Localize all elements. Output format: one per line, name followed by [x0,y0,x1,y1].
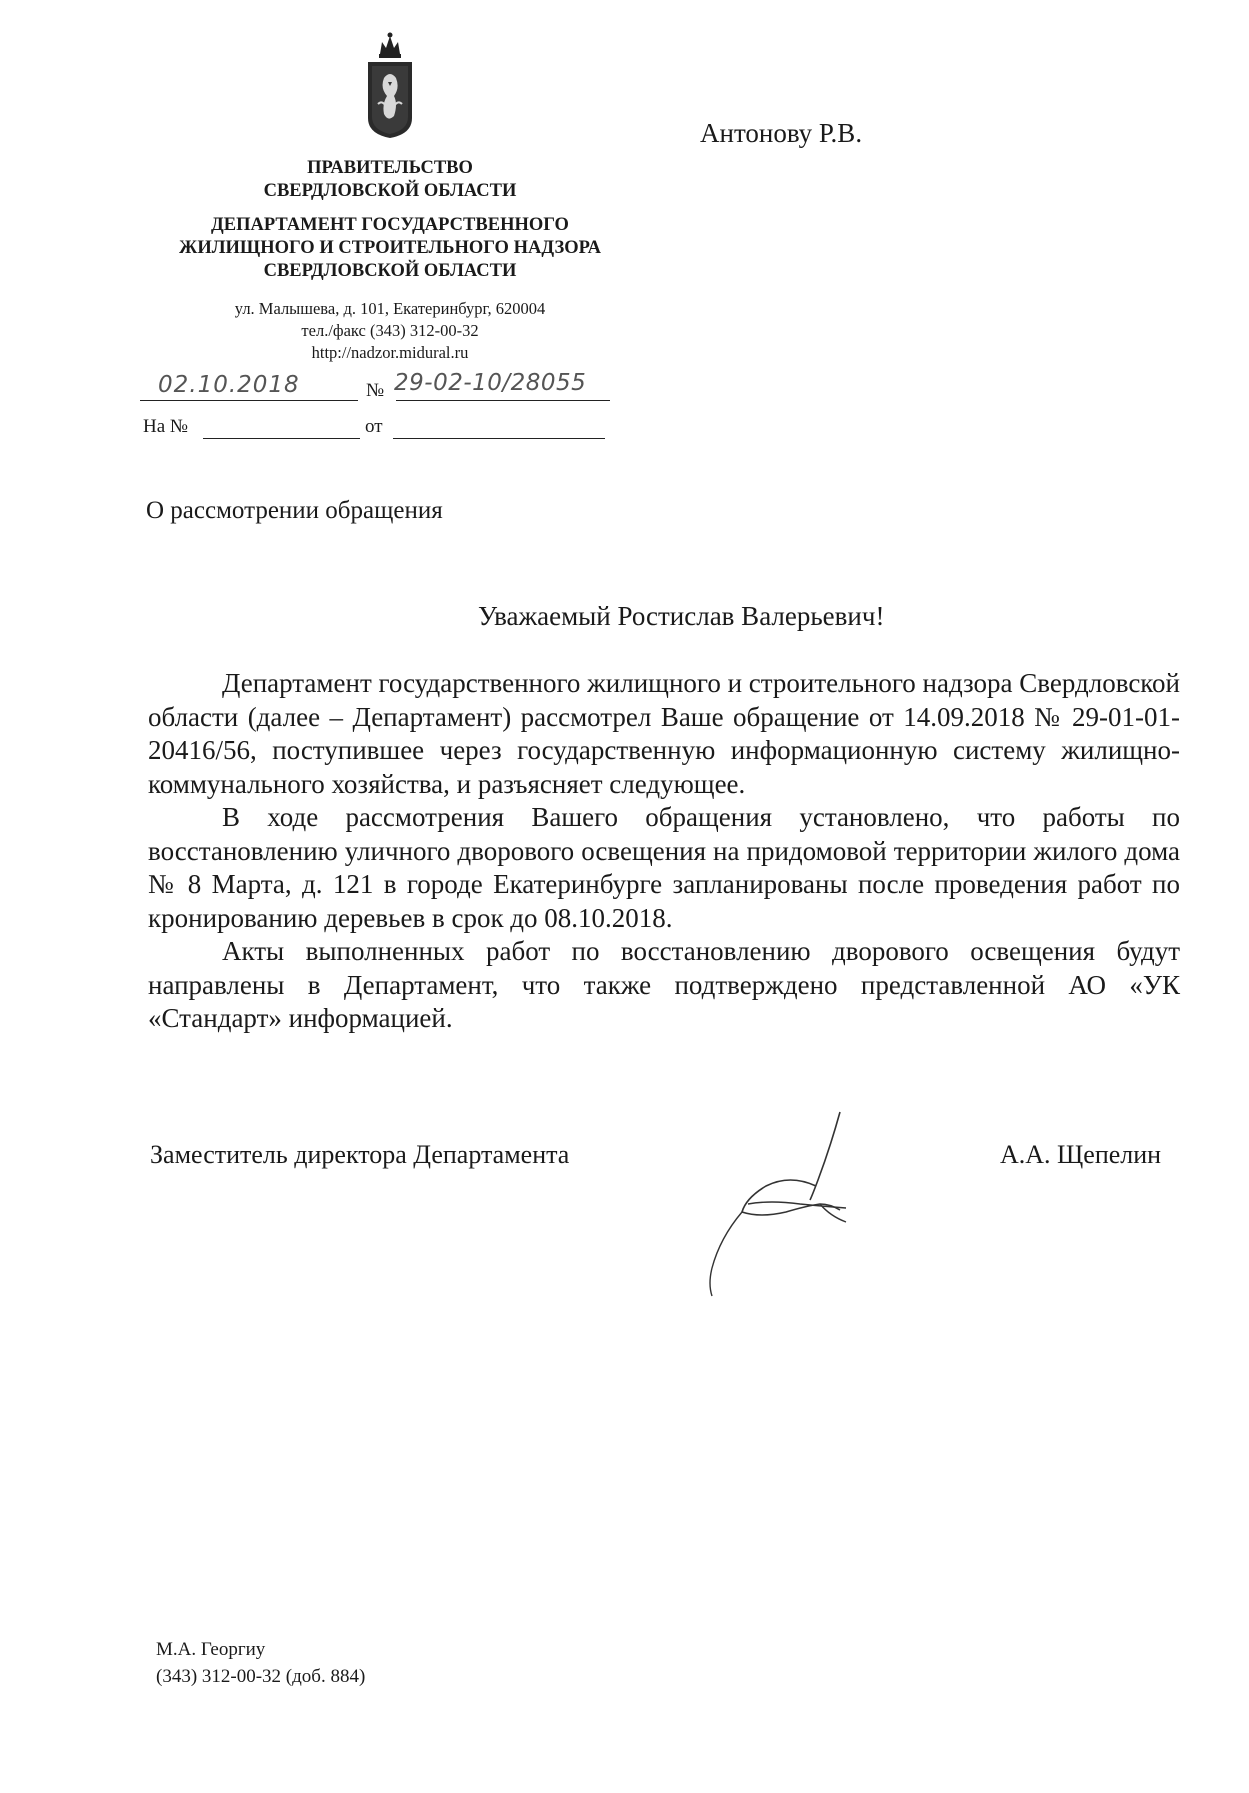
registration-date: 02.10.2018 [158,372,300,398]
letter-body [148,667,1180,1036]
executor-block [156,1636,365,1690]
paragraph-3: Акты выполненных работ по восстановлению дворового освещения будут направлены в Департамент, что также подтверждено представленной АО «УК «Стандарт» информацией. [148,936,1180,1033]
coat-of-arms-icon [360,30,420,140]
number-sign: № [366,380,385,401]
gov-line-1: ПРАВИТЕЛЬСТВО [307,158,473,178]
contact-block [130,298,650,364]
signatory-name: А.А. Щепелин [1000,1140,1162,1169]
website: http://nadzor.midural.ru [311,343,469,362]
phone: тел./факс (343) 312-00-32 [301,321,479,340]
subject-line: О рассмотрении обращения [146,497,443,524]
recipient-name: Антонову Р.В. [700,118,863,148]
registration-number: 29-02-10/28055 [394,370,587,396]
signatory-position: Заместитель директора Департамента [150,1140,570,1169]
ref-from-label: от [365,416,383,437]
paragraph-2: В ходе рассмотрения Вашего обращения установлено, что работы по восстановлению уличного дворового освещения на придомовой территории жилого дома № 8 Марта, д. 121 в городе Екатеринбурге запланированы после проведения работ по кронированию деревьев в срок до 08.10.2018. [148,802,1180,933]
number-underline [396,400,610,401]
date-underline [140,400,358,401]
greeting: Уважаемый Ростислав Валерьевич! [478,601,885,631]
paragraph-1: Департамент государственного жилищного и строительного надзора Свердловской области (далее – Департамент) рассмотрел Ваше обращение от 14.09.2018 № 29-01-01-20416/56, поступившее через государственную информационную систему жилищно-коммунального хозяйства, и разъясняет следующее. [148,668,1180,799]
handwritten-signature [690,1108,870,1298]
government-header [130,157,650,203]
executor-phone: (343) 312-00-32 (доб. 884) [156,1666,366,1687]
ref-number-label: На № [143,416,189,437]
department-header [130,214,650,283]
ref-number-underline [203,438,360,439]
dept-line-2: ЖИЛИЩНОГО И СТРОИТЕЛЬНОГО НАДЗОРА [179,238,601,258]
dept-line-3: СВЕРДЛОВСКОЙ ОБЛАСТИ [263,261,517,281]
executor-name: М.А. Георгиу [156,1639,266,1660]
address: ул. Малышева, д. 101, Екатеринбург, 620004 [234,299,546,318]
ref-from-underline [393,438,605,439]
reference-line [143,414,613,444]
dept-line-1: ДЕПАРТАМЕНТ ГОСУДАРСТВЕННОГО [211,215,569,235]
registration-line [140,368,610,404]
gov-line-2: СВЕРДЛОВСКОЙ ОБЛАСТИ [263,181,517,201]
